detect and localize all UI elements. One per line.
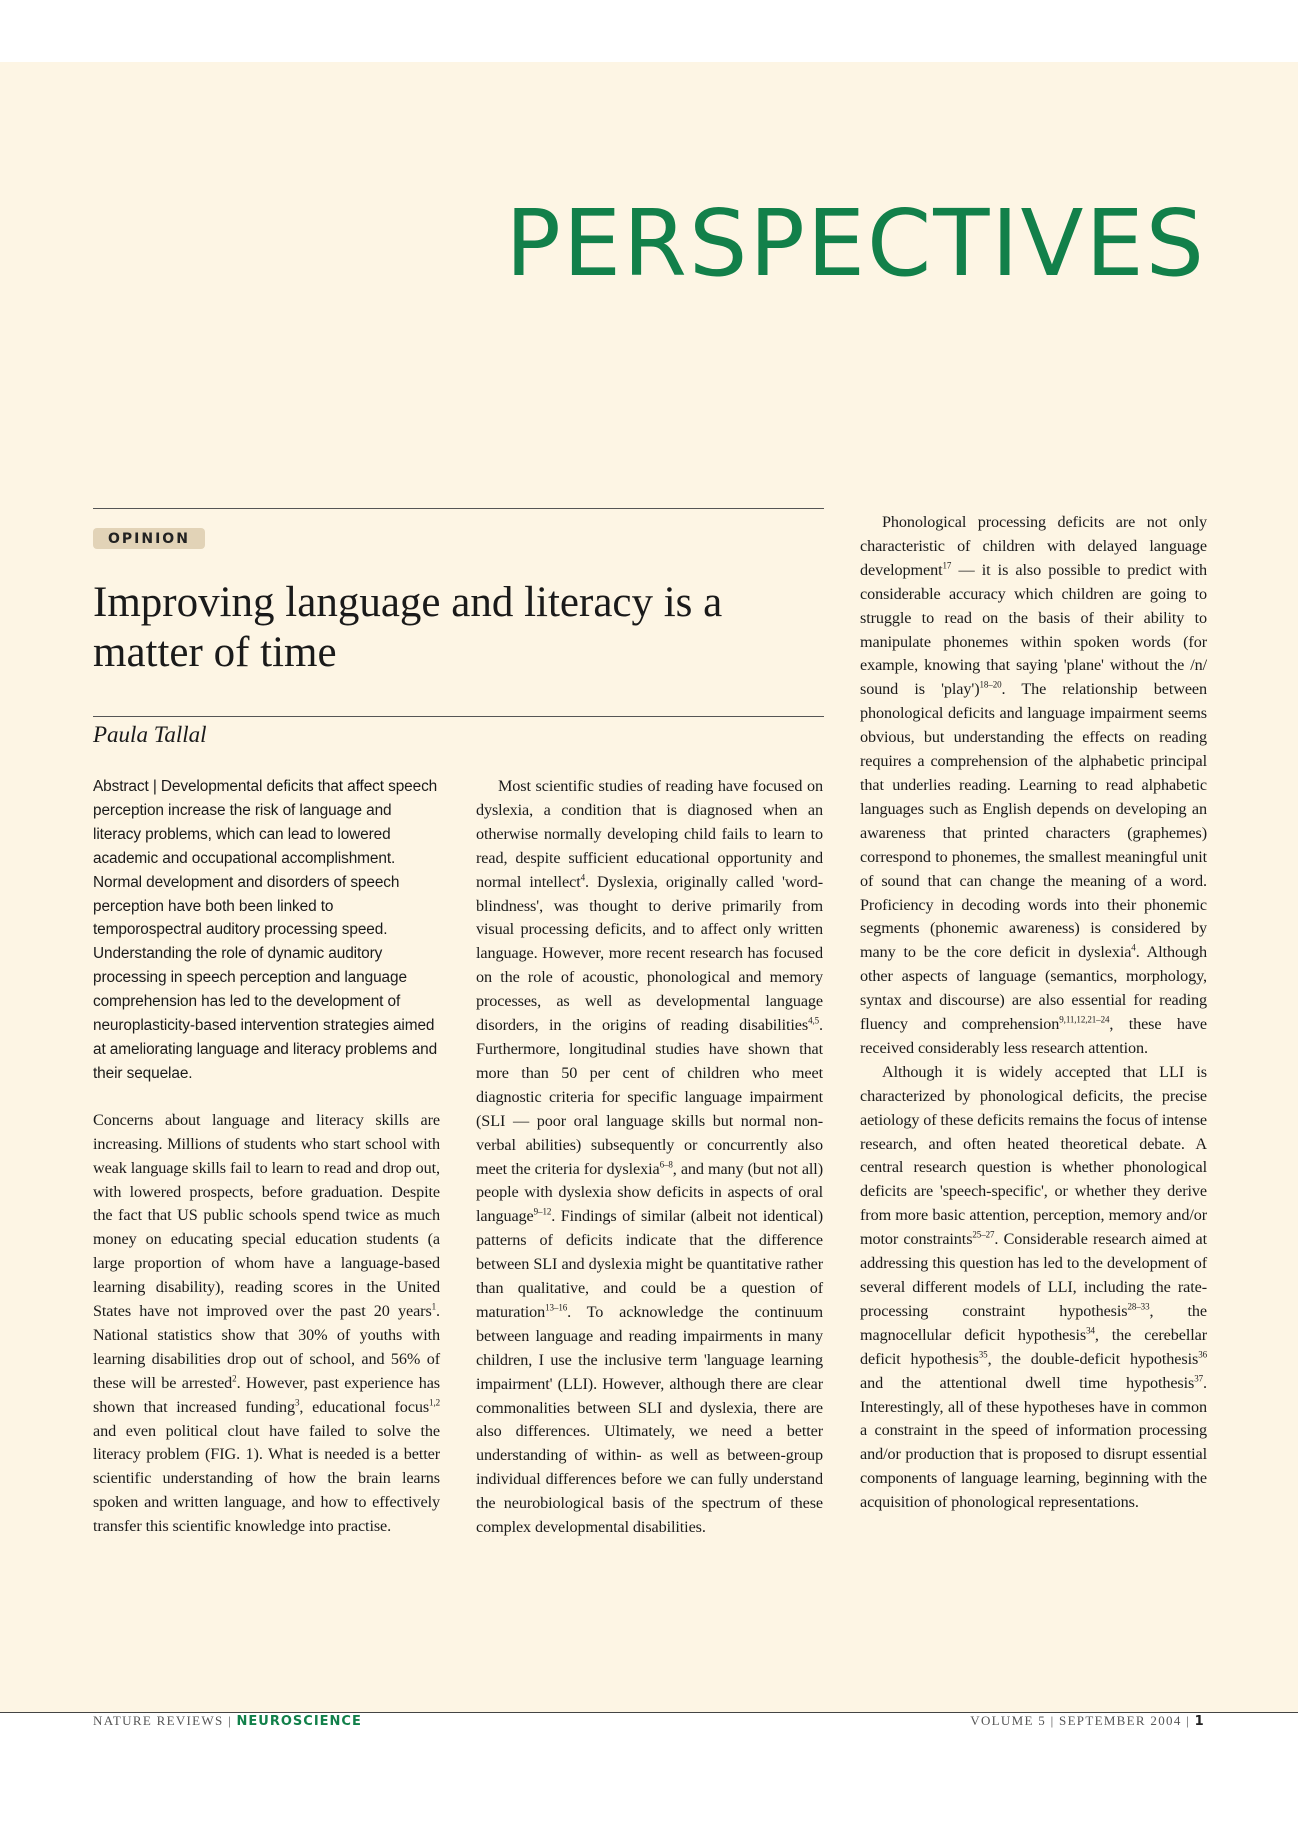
- journal-subtitle: NEUROSCIENCE: [236, 1714, 362, 1729]
- body-paragraph-2: Most scientific studies of reading have focused on dyslexia, a condition that is diagnosed when an otherwise normally developing child fails to learn to read, despite sufficient educational opportunity and normal intellect$^4$. Dyslexia, originally called 'word-blindness', was thought to derive primarily from visual processing deficits, and to affect only written language. However, more recent research has focused on the role of acoustic, phonological and memory processes, as well as developmental language disorders, in the origins of reading disabilities$^{4,5}$. Furthermore, longitudinal studies have shown that more than 50 per cent of children who meet diagnostic criteria for specific language impairment (SLI — poor oral language skills but normal non-verbal abilities) subsequently or concurrently also meet the criteria for dyslexia$^{6-8}$, and many (but not all) people with dyslexia show deficits in aspects of oral language$^{9-12}$. Findings of similar (albeit not identical) patterns of deficits indicate that the difference between SLI and dyslexia might be quantitative rather than qualitative, and could be a question of maturation$^{13-16}$. To acknowledge the continuum between language and reading impairments in many children, I use the inclusive term 'language learning impairment' (LLI). However, although there are clear commonalities between SLI and dyslexia, there are also differences. Ultimately, we need a better understanding of within- as well as between-group individual differences before we can fully understand the neurobiological basis of the spectrum of these complex developmental disabilities.: [476, 777, 823, 1537]
- article-title: Improving language and literacy is a matter of time: [93, 579, 723, 676]
- citation-ref: 35: [978, 1349, 988, 1360]
- citation-ref: 18–20: [979, 679, 1002, 690]
- footer-issue: [970, 1712, 1205, 1731]
- citation-ref: 2: [232, 1373, 237, 1384]
- abstract: Abstract | Developmental deficits that affect speech perception increase the risk of language and literacy problems, which can lead to lowered academic and occupational accomplishment. Normal development and disorders of speech perception have both been linked to temporospectral auditory processing speed. Understanding the role of dynamic auditory processing in speech perception and language comprehension has led to the development of neuroplasticity-based intervention strategies aimed at ameliorating language and literacy problems and their sequelae.: [93, 778, 438, 1082]
- column-left: [93, 775, 440, 1539]
- section-title: PERSPECTIVES: [505, 190, 1206, 297]
- citation-ref: 9–12: [533, 1206, 552, 1217]
- footer-separator: |: [228, 1713, 232, 1728]
- body-paragraph-4: Although it is widely accepted that LLI is characterized by phonological deficits, the precise aetiology of these deficits remains the focus of intense research, and often heated theoretical debate. A central research question is whether phonological deficits are 'speech-specific', or whether they derive from more basic attention, perception, memory and/or motor constraints$^{25-27}$. Considerable research aimed at addressing this question has led to the development of several different models of LLI, including the rate-processing constraint hypothesis$^{28-33}$, the magnocellular deficit hypothesis$^{34}$, the cerebellar deficit hypothesis$^{35}$, the double-deficit hypothesis$^{36}$ and the attentional dwell time hypothesis$^{37}$. Interestingly, all of these hypotheses have in common a constraint in the speed of information processing and/or production that is proposed to disrupt essential components of language learning, beginning with the acquisition of phonological representations.: [860, 1062, 1208, 1512]
- category-badge: OPINION: [93, 528, 205, 549]
- footer-journal: [93, 1712, 362, 1731]
- citation-ref: 9,11,12,21–24: [1059, 1014, 1110, 1025]
- issue-info: VOLUME 5 | SEPTEMBER 2004 |: [970, 1713, 1191, 1728]
- body-paragraph-3: Phonological processing deficits are not only characteristic of children with delayed language development$^{17}$ — it is also possible to predict with considerable accuracy which children are going to struggle to read on the basis of their ability to manipulate phonemes within spoken words (for example, knowing that saying 'plane' without the /n/ sound is 'play')$^{18-20}$. The relationship between phonological deficits and language impairment seems obvious, but understanding the effects on reading requires a comprehension of the alphabetic principal that underlies reading. Learning to read alphabetic languages such as English depends on developing an awareness that printed characters (graphemes) correspond to phonemes, the smallest meaningful unit of sound that can change the meaning of a word. Proficiency in decoding words into their phonemic segments (phonemic awareness) is considered by many to be the core deficit in dyslexia$^4$. Although other aspects of language (semantics, morphology, syntax and discourse) are also essential for reading fluency and comprehension$^{9,11,12,21-24}$, these have received considerably less research attention.: [860, 513, 1208, 1057]
- column-middle: [476, 775, 823, 1540]
- journal-name: NATURE REVIEWS: [93, 1713, 224, 1728]
- citation-ref: 4: [1131, 942, 1136, 953]
- header-rule: [93, 508, 824, 509]
- citation-ref: 36: [1198, 1349, 1207, 1360]
- page-number: 1: [1194, 1714, 1205, 1729]
- citation-ref: 1: [431, 1301, 437, 1312]
- citation-ref: 4: [580, 872, 585, 883]
- citation-ref: 4,5: [808, 1015, 820, 1026]
- body-paragraph-1: Concerns about language and literacy skills are increasing. Millions of students who start school with weak language skills fail to learn to read and drop out, with lowered prospects, before graduation. Despite the fact that US public schools spend twice as much money on educating special education students (a large proportion of whom have a language-based learning disability), reading scores in the United States have not improved over the past 20 years$^1$. National statistics show that 30% of youths with learning disabilities drop out of school, and 56% of these will be arrested$^2$. However, past experience has shown that increased funding$^3$, educational focus$^{1,2}$ and even political clout have failed to solve the literacy problem (FIG. 1). What is needed is a better scientific understanding of how the brain learns spoken and written language, and how to effectively transfer this scientific knowledge into practise.: [93, 1110, 440, 1536]
- author-name: Paula Tallal: [93, 722, 207, 747]
- citation-ref: 17: [942, 560, 952, 571]
- citation-ref: 1,2: [429, 1397, 440, 1408]
- column-right: [860, 511, 1207, 1515]
- citation-ref: 34: [1086, 1325, 1095, 1336]
- citation-ref: 13–16: [545, 1302, 568, 1313]
- citation-ref: 28–33: [1127, 1301, 1150, 1312]
- citation-ref: 3: [294, 1397, 300, 1408]
- citation-ref: 6–8: [659, 1159, 673, 1170]
- citation-ref: 25–27: [972, 1229, 995, 1240]
- citation-ref: 37: [1194, 1373, 1204, 1384]
- title-rule: [93, 716, 824, 717]
